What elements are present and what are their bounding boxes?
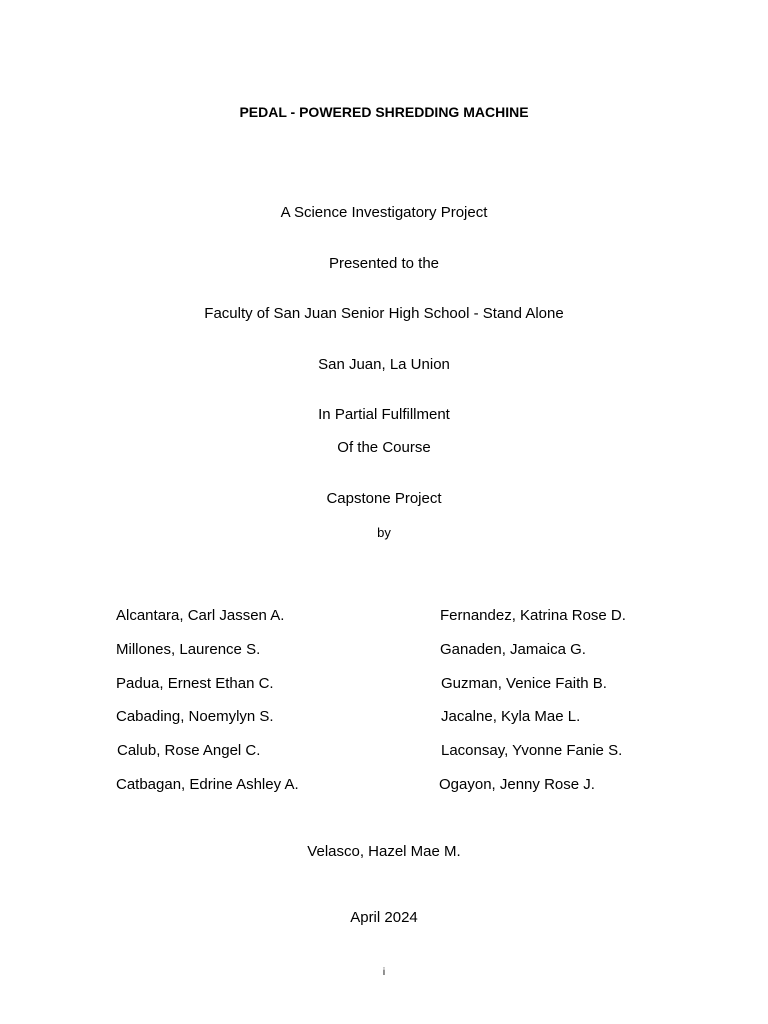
faculty-text: Faculty of San Juan Senior High School - Stand Alone	[204, 305, 564, 322]
course-name: Capstone Project	[326, 490, 442, 507]
fulfillment-line-1: In Partial Fulfillment	[318, 406, 450, 423]
author-last: Velasco, Hazel Mae M.	[307, 843, 461, 860]
author-right-6: Ogayon, Jenny Rose J.	[439, 776, 595, 793]
fulfillment-line-2: Of the Course	[337, 439, 431, 456]
presented-to-text: Presented to the	[328, 255, 440, 272]
author-right-5: Laconsay, Yvonne Fanie S.	[441, 742, 623, 759]
document-title: PEDAL - POWERED SHREDDING MACHINE	[239, 104, 529, 120]
author-right-4: Jacalne, Kyla Mae L.	[441, 708, 581, 725]
author-left-6: Catbagan, Edrine Ashley A.	[116, 776, 299, 793]
document-date: April 2024	[350, 909, 418, 926]
by-text: by	[377, 525, 391, 540]
author-right-1: Fernandez, Katrina Rose D.	[440, 607, 626, 624]
author-left-3: Padua, Ernest Ethan C.	[116, 675, 274, 692]
author-left-4: Cabading, Noemylyn S.	[116, 708, 274, 725]
page-number: i	[382, 967, 386, 978]
author-right-3: Guzman, Venice Faith B.	[441, 675, 607, 692]
author-left-1: Alcantara, Carl Jassen A.	[116, 607, 285, 624]
document-subtitle: A Science Investigatory Project	[280, 204, 488, 221]
author-right-2: Ganaden, Jamaica G.	[440, 641, 586, 658]
location-text: San Juan, La Union	[318, 356, 450, 373]
author-left-2: Millones, Laurence S.	[116, 641, 261, 658]
author-left-5: Calub, Rose Angel C.	[117, 742, 261, 759]
